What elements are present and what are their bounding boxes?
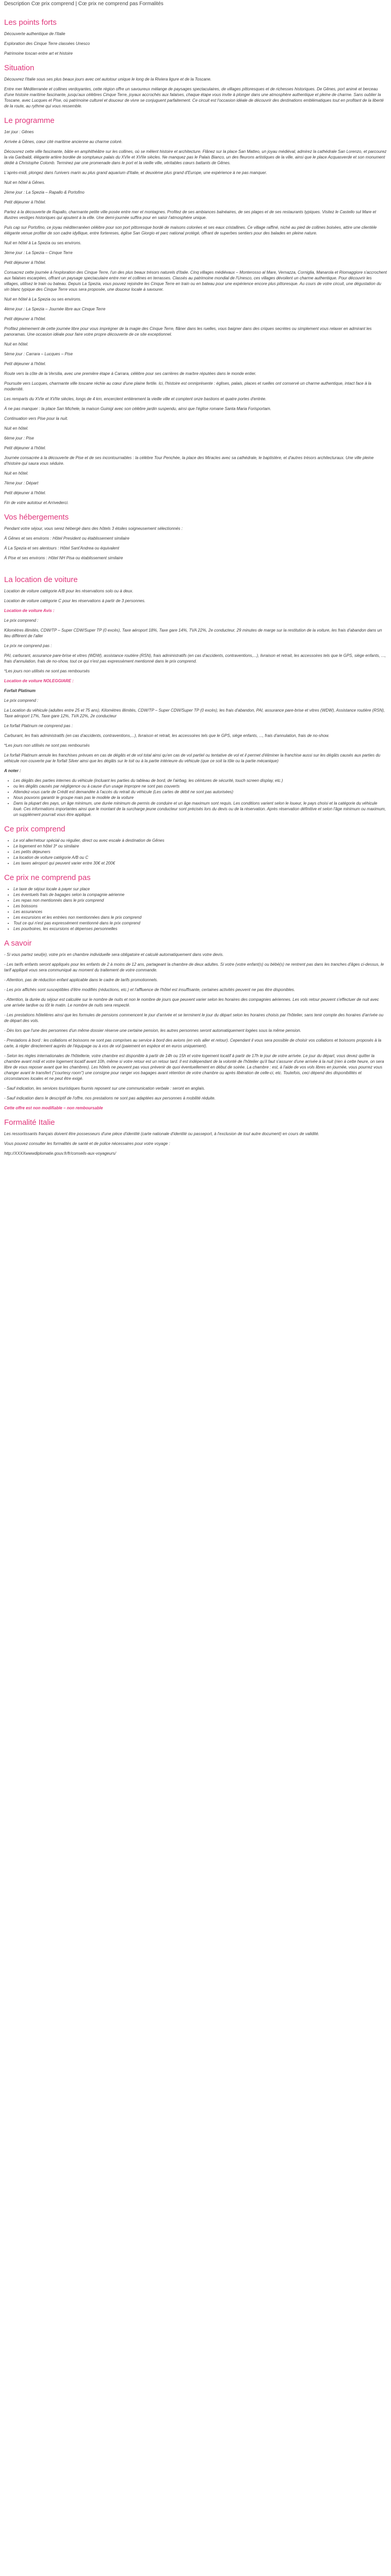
day-paragraph: Puis cap sur Portofino, ce joyau méditerranéen célèbre pour son port pittoresque bordé de maisons colorées et ses eaux cristallines. Ce village raffiné, niché au pied de collines boisées, attire une clientèle élégante venue profiter de son cadre idyllique, entre fortereses, église San Giorgio et parc national protégé, offrant de superbes sentiers pour des balades en pleine nature. — [4, 225, 377, 235]
included-title: Ce prix comprend — [4, 825, 66, 834]
hotels-title: Vos hébergements — [4, 513, 69, 522]
notice-paragraph: - Prestations à bord : les collations et boissons ne sont pas comprises au service à bord des avions (en vols aller et retour). Cependant il vous sera possible de choisir vos collations et boissons proposés à la carte, à régler directement auprès de l'équipage ou à vos de vol (paiement en espèce et en euros uniquement). — [4, 1038, 382, 1048]
day-night: Nuit en hôtel à La Spezia ou ses environs. — [4, 241, 82, 245]
not-included-item: • Les pourboires, les excursions et dépenses personnelles — [13, 926, 387, 932]
not-included-item: • Les assurances — [13, 909, 387, 915]
day-heading: 7ème jour : Départ — [4, 481, 39, 485]
notice-paragraph: - Selon les règles internationales de l'hôtellerie, votre chambre est disponible à partir de 14h ou 15h et votre logement locatif à partir de 17h le jour de votre arrivée. Le jour du départ, vous devez quitter la chambre avant midi et votre logement locatif avant 10h, même si votre retour est un retour tard. Il est indépendant de la volonté de l'hôtelier qu'il faut s'assurer d'une arrivée à la nuit (rien à cette heure, on sera libre de vous reposer avant que les chambres). Les hôtels ne peuvent pas vous prévenir de quoi éventuellement en début de soirée. La chambre : est, à l'aide de vos vols libres en journée, vous pourrez vous changer avant le transfert ("courtesy room") une consigne pour ranger vos bagages avant rétention de votre chambre ou après libération de celle-ci, etc. Toutefois, ceci dépend des disponibilités et circonstances locales et ne peut être exigé. — [4, 1054, 384, 1081]
formalities-p1: Les ressortissants français doivent être possesseurs d'une pièce d'identité (carte nationale d'identité ou passeport, à l'exclusion de tout autre document) en cours de validité. — [4, 1132, 319, 1136]
programme-days — [4, 129, 387, 506]
notice-paras — [4, 952, 387, 1101]
notice-paragraph: - Dès lors que l'une des personnes d'un même dossier réserve une certaine pension, les autres personnes seront automatiquement logées sous la même pension. — [4, 1028, 301, 1033]
car-hertz-p2: Le prix ne comprend pas : — [4, 643, 52, 648]
day-paragraph: Arrivée à Gênes, cœur cité maritime ancienne au charme coloré. — [4, 139, 123, 144]
hotel-item-1: À Gênes et ses environs : Hôtel President ou établissement similaire — [4, 536, 129, 541]
day-paragraph: Petit déjeuner à l'hôtel. — [4, 446, 46, 450]
strong-point-2: Exploration des Cinque Terre classées Unesco — [4, 41, 90, 46]
hotel-item-3: À Pise et ses environs : Hôtel NH Pisa ou établissement similaire — [4, 556, 123, 560]
notice-paragraph: - Sauf indication, les services touristiques fournis reposent sur une communication verbale : seront en anglais. — [4, 1086, 205, 1091]
formalities-link[interactable]: http://XXXXwwwdiplomatie.gouv.fr/fr/conseils-aux-voyageurs/ — [4, 1151, 116, 1156]
included-item: • Le logement en hôtel 3* ou similaire — [13, 843, 387, 849]
day-heading: 5ème jour : Carrara – Lucques – Pise — [4, 352, 73, 356]
day-paragraph: Profitez pleinement de cette journée libre pour vous imprégner de la magie des Cinque Terre, flâner dans les ruelles, vous baigner dans des criques secrètes ou simplement vous relaxer en admirant les panoramas. Une occasion idéale pour faire votre propre découverte de ce site exceptionnel. — [4, 326, 372, 337]
strong-points-title: Les points forts — [4, 18, 57, 27]
car-nole-p2: La Location du véhicule (adultes entre 25 et 75 ans), Kilomètres illimités, CDW/TP – Super CDW/Super TP (0 excès), les frais d'abandon, PAI, assurance pare-brise et vitres (WDW), Assistance routière (RSN), Taxe aéroport 17%, Taxe gare 12%, TVA 22%, 2e conducteur — [4, 708, 385, 718]
hotels-intro: Pendant votre séjour, vous serez hébergé dans des hôtels 3 étoiles soigneusement sélectionnés : — [4, 526, 183, 531]
car-nole-sub: Forfait Platinum — [4, 688, 36, 693]
situation-title: Situation — [4, 64, 35, 72]
car-nole-p1: Le prix comprend : — [4, 698, 39, 703]
day-paragraph: Fin de votre autotour et Arrivederci. — [4, 500, 69, 505]
car-nole-p4: Carburant, les frais administratifs (en cas d'accidents, contraventions,...), livraison et retrait, les accessoires tels que le GPS, siège enfants, ..., frais d'annulation, frais de no-show. — [4, 733, 330, 738]
not-included-item: • Tout ce qui n'est pas expressément mentionné dans le prix comprend — [13, 920, 387, 926]
day-paragraph: L'après-midi, plongez dans l'univers marin au plus grand aquarium d'Italie, et deuxième plus grand d'Europe, une expérience à ne pas manquer. — [4, 170, 267, 175]
car-note-item: • ou les dégâts causés par négligence ou à cause d'un usage impropre ne sont pas couverts — [13, 783, 387, 789]
page — [0, 0, 391, 1171]
car-hertz-p1: Kilomètres illimités, CDW/TP – Super CDW/Super TP (0 excès), Taxe aéroport 18%, Taxe gare 14%, TVA 22%, 2e conducteur, 29 minutes de marge sur la restitution de la voiture, les frais d'abandon dans un lieu différent de l'aller — [4, 628, 382, 638]
car-nole-p5: *Les jours non utilisés ne sont pas remboursés — [4, 743, 90, 748]
not-included-item: • Les repas non mentionnés dans le prix comprend — [13, 898, 387, 903]
day-heading: 6ème jour : Pise — [4, 436, 34, 441]
day-heading: 4ème jour : La Spezia – Journée libre aux Cinque Terre — [4, 307, 106, 311]
day-paragraph: Découvrez cette ville fascinante, bâtie en amphithéâtre sur les collines, où se mêlent histoire et architecture. Flânez sur la place San Matteo, un joyau médiéval, admirez la cathédrale San Lorenzo, et parcourez la via Garibaldi, élégante artère bordée de somptueux palais du XVIe et XVIIe siècles. Ne manquez pas le Palais Bianco, un des fleurons artistiques de la ville, ainsi que le place Acquasverde et son monument dédié à Christophe Colomb. Terminez par une promenade dans le port et la vieille ville, véritables cœurs battants de Gênes. — [4, 149, 387, 165]
day-paragraph: Journée consacrée à la découverte de Pise et de ses incontournables : la célèbre Tour Penchée, la place des Miracles avec sa cathédrale, le baptistère, et d'autres trésors architecturaux. Une ville pleine d'histoire qui saura vous séduire. — [4, 455, 374, 466]
car-note-item: • Nous pouvons garantir le groupe mais pas le modèle de la voiture — [13, 795, 387, 800]
car-p2: Location de voiture catégorie C pour les réservations à partir de 3 personnes. — [4, 599, 145, 603]
day-heading: 2ème jour : La Spezia – Rapallo & Portofino — [4, 190, 85, 195]
day-heading: 3ème jour : La Spezia – Cinque Terre — [4, 250, 73, 255]
day-paragraph: Les remparts du XVIe et XVIIe siècles, longs de 4 km, encerclent entièrement la vieille ville et comptent onze bastions et quatre portes d'entrée. — [4, 397, 267, 401]
day-paragraph: Partez à la découverte de Rapallo, charmante petite ville posée entre mer et montagnes. Profitez de ses ambiances balnéaires, de ses plages et de ses restaurants typiques. Visitez le Castello sul Mare et illustres vestiges historiques qui ajoutent à la ville. Une demi-journée suffira pour en saisir l'atmosphère unique. — [4, 210, 377, 220]
notice-final: Cette offre est non modifiable – non remboursable — [4, 1106, 103, 1110]
notice-paragraph: - Les tarifs enfants seront appliqués pour les enfants de 2 à moins de 12 ans, partageant la chambre de deux adultes. Si votre (votre enfant(s) ou bébé(s) ne rentrent pas dans les tranches d'âges ci-dessus, le tarif appliqué vous sera communiqué au moment du traitement de votre commande. — [4, 962, 384, 972]
day-paragraph: Continuation vers Pise pour la nuit. — [4, 416, 69, 421]
car-hertz-sub: Le prix comprend : — [4, 618, 39, 623]
notice-paragraph: - Attention, pas de réduction enfant applicable dans le cadre de tarifs promotionnels. — [4, 978, 158, 982]
day-paragraph: À ne pas manquer : la place San Michele, la maison Guinigi avec son célèbre jardin suspendu, ainsi que l'église romane Santa Maria Forisportam. — [4, 406, 271, 411]
breadcrumb: Description Cœ prix comprend | Cœ prix ne comprend pas Formalités — [4, 1, 164, 7]
day-heading: 1er jour : Gênes — [4, 130, 34, 134]
included-item: • La location de voiture catégorie A/B ou C — [13, 855, 387, 860]
not-included-list — [4, 886, 387, 932]
car-nole-p6: Le forfait Platinum annule les franchises prévues en cas de dégâts et de vol total ainsi qu'en cas de vol partiel ou tentative de vol et il permet d'éliminer la franchise aussi sur les dégâts causés aux parties du véhicule non couverte par le forfait Silver ainsi que les dégâts sur le toit ou à la partie intérieure du véhicule (que ce soit la tôle ou la partie mécanique) — [4, 753, 381, 763]
car-note-label: A noter : — [4, 768, 21, 773]
notice-paragraph: - Les prix affichés sont susceptibles d'être modifiés (réductions, etc.) et l'affluence de l'hôtel est insuffisante, certaines activités peuvent ne pas être disponibles. — [4, 987, 295, 992]
situation-p2: Entre mer Méditerranée et collines verdoyantes, cette région offre un savoureux mélange de paysages spectaculaires, de villages pittoresques et de richesses historiques. De Gênes, port animé et berceau d'une histoire maritime fascinante, jusqu'aux célèbres Cinque Terre, joyaux accrochés aux falaises, chaque étape vous invite à plonger dans une atmosphère authentique et pleine de charme. Sans oublier la Toscane, avec Lucques et Pise, où patrimoine culturel et douceur de vivre se conjuguent parfaitement. Ce circuit est l'occasion idéale de découvrir des destinations emblématiques tout en profitant de la liberté de la route, au rythme qui vous ressemble. — [4, 87, 384, 108]
notice-paragraph: - Attention, la durée du séjour est calculée sur le nombre de nuits et non le nombre de jours que peuvent varier selon les horaires des compagnies aériennes. Les vols retour peuvent s'effectuer de nuit avec une arrivée tardive ou tôt le matin. Le nombre de nuits sera respecté. — [4, 997, 379, 1008]
day-paragraph: Poursuite vers Lucques, charmante ville toscane réchie au cœur d'une plaine fertile. Ici, l'histoire est omniprésente : églises, palais, places et ruelles ont conservé un charme authentique, intact face à la modernité. — [4, 381, 371, 391]
day-paragraph: Petit déjeuner à l'hôtel. — [4, 362, 46, 366]
formalities-p2: Vous pouvez consulter les formalités de santé et de police nécessaires pour votre voyage : — [4, 1141, 170, 1146]
day-night: Nuit en hôtel. — [4, 471, 29, 476]
car-hertz-label: Location de voiture Avis : — [4, 608, 55, 613]
day-paragraph: Consacrez cette journée à l'exploration des Cinque Terre, l'un des plus beaux trésors naturels d'Italie. Cinq villages médiévaux – Monterosso al Mare, Vernazza, Corniglia, Manarola et Riomaggiore s'accrochent aux falaises escarpées, offrant un paysage spectaculaire entre mer et collines en terrasses. Classés au patrimoine mondial de l'Unesco, ces villages dévoilent un charme authentique. Pour découvrir les villages, utilisez le train ou bateau. Depuis La Spezia, vous pouvez rejoindre les Cinque Terre en train ou en bateau pour une expérience encore plus pittoresque. Au cours de votre circuit, une dégustation du vin blanc typique des Cinque Terre vous sera proposée, une douceur locale à savourer. — [4, 270, 387, 292]
day-paragraph: Route vers la côte de la Versilia, avec une première étape à Carrara, célèbre pour ses carrières de marbre réputées dans le monde entier. — [4, 371, 256, 376]
not-included-item: • Les boissons — [13, 903, 387, 909]
car-note-item: • Les dégâts des parties internes du véhicule (incluant les parties du tableau de bord, de l'airbag, les céintures de sécurité, touch screen display, etc.) — [13, 778, 387, 783]
programme-title: Le programme — [4, 116, 55, 125]
day-night: Nuit en hôtel à La Spezia ou ses environs. — [4, 297, 82, 302]
not-included-title: Ce prix ne comprend pas — [4, 873, 91, 882]
car-hertz-p4: *Les jours non utilisés ne sont pas remboursés — [4, 669, 90, 673]
day-paragraph: Petit déjeuner à l'hôtel. — [4, 200, 46, 205]
day-night: Nuit en hôtel. — [4, 426, 29, 431]
day-night: Nuit en hôtel à Gênes. — [4, 180, 45, 185]
car-nole-p3: Le forfait Platinum ne comprend pas : — [4, 724, 73, 728]
car-p1: Location de voiture catégorie A/B pour les réservations solo ou à deux. — [4, 589, 134, 593]
situation-p1: Découvrez l'Italie sous ses plus beaux jours avec cet autotour unique le long de la Riviera ligure et de la Toscane. — [4, 77, 211, 82]
day-paragraph: Petit déjeuner à l'hôtel. — [4, 491, 46, 495]
not-included-item: • Les éventuels frais de bagages selon la compagnie aérienne — [13, 892, 387, 898]
included-list — [4, 838, 387, 866]
not-included-item: • Le taxe de séjour locale à payer sur place — [13, 886, 387, 892]
strong-point-1: Découverte authentique de l'Italie — [4, 32, 66, 36]
car-note-item: • Attendez-vous carte de Crédit est demandée à l'accès du retrait du véhicule (Les cartes de débit ne sont pas autorisées) — [13, 789, 387, 795]
included-item: • Les taxes aéroport qui peuvent varier entre 30€ et 200€ — [13, 860, 387, 866]
included-item: • Le vol aller/retour spécial ou régulier, direct ou avec escale à destination de Gênes — [13, 838, 387, 843]
notice-paragraph: - Les prestations hôtelières ainsi que les formules de pensions commencent le jour d'arrivée et se terminent le jour du départ selon les horaires choisis par l'hôtelier, sans tenir compte des horaires d'arrivée ou de départ des vols. — [4, 1013, 384, 1023]
strong-point-3: Patrimoine toscan entre art et histoire — [4, 51, 73, 56]
included-item: • Les petits déjeuners — [13, 849, 387, 855]
notice-title: A savoir — [4, 939, 32, 948]
car-hertz-p3: PAI, carburant, assurance pare-brise et vitres (WDW), assistance routière (RSN), frais administratifs (en cas d'accidents, contraventions,...), livraison et retrait, les accessoires tels que le GPS, siège enfants, ..., frais d'annulation, frais de no-show, tout ce qui n'est pas expressément mentionné dans le prix comprend. — [4, 653, 386, 664]
hotel-item-2: À La Spezia et ses alentours : Hôtel Sant'Andrea ou équivalent — [4, 546, 120, 551]
day-paragraph: Petit déjeuner à l'hôtel. — [4, 260, 46, 265]
car-note-item: • Dans la plupart des pays, un âge minimum, une durée minimum de permis de conduire et un âge maximum sont requis. Les conditions varient selon le loueur, le pays choisi et la catégorie du véhicule loué. Ces informations importantes ainsi que le montant de la surcharge jeune conducteur sont précisés lors du devis ou de la réservation. Après réservation définitive et selon l'âge minimum ou maximum, un supplément pourrait vous être appliqué. — [13, 800, 387, 818]
day-night: Nuit en hôtel. — [4, 342, 29, 347]
not-included-item: • Les excursions et les entrées non mentionnées dans le prix comprend — [13, 915, 387, 920]
car-nole-label: Location de voiture NOLEGGIARE : — [4, 679, 74, 683]
notice-paragraph: - Si vous partez seul(e), votre prix en chambre individuelle sera obligatoire et calculé automatiquement dans votre devis. — [4, 952, 224, 957]
car-notes-list — [4, 778, 387, 818]
car-title: La location de voiture — [4, 575, 78, 584]
notice-paragraph: - Sauf indication dans le descriptif de l'offre, nos prestations ne sont pas adaptées aux personnes à mobilité réduite. — [4, 1096, 216, 1101]
day-paragraph: Petit déjeuner à l'hôtel. — [4, 317, 46, 321]
formalities-title: Formalité Italie — [4, 1118, 55, 1127]
